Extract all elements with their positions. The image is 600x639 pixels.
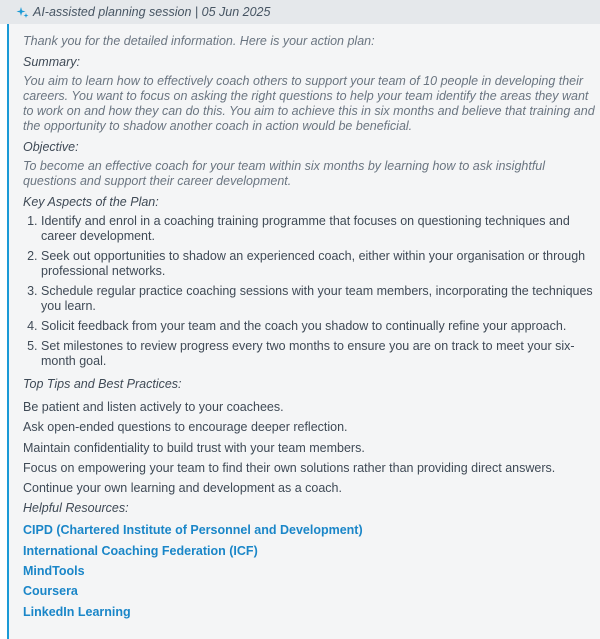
summary-text: You aim to learn how to effectively coach others to support your team of 10 people in developing their careers. You want to focus on asking the right questions to help your team identify the areas they want to work on and how they can do this. You aim to achieve this in six months and believe that training and the opportunity to shadow another coach in action would be beneficial.	[23, 74, 595, 133]
resource-link-mindtools[interactable]: MindTools	[23, 564, 85, 579]
summary-heading: Summary:	[23, 55, 80, 69]
tips-heading: Top Tips and Best Practices:	[23, 377, 182, 391]
session-header-text: AI-assisted planning session | 05 Jun 2025	[33, 5, 271, 19]
resource-link-linkedin-learning[interactable]: LinkedIn Learning	[23, 604, 131, 619]
sparkle-icon	[16, 6, 29, 19]
resource-link-icf[interactable]: International Coaching Federation (ICF)	[23, 543, 258, 558]
action-plan-panel	[7, 24, 600, 639]
plan-heading: Key Aspects of the Plan:	[23, 195, 159, 209]
plan-item: 3. Schedule regular practice coaching sessions with your team members, incorporating the techniques you learn.	[41, 284, 600, 314]
session-header	[0, 0, 600, 24]
plan-item: 1. Identify and enrol in a coaching training programme that focuses on questioning techniques and career development.	[41, 214, 600, 244]
tip-item: Ask open-ended questions to encourage deeper reflection.	[23, 420, 348, 435]
tip-item: Maintain confidentiality to build trust with your team members.	[23, 440, 365, 455]
plan-item: 2. Seek out opportunities to shadow an experienced coach, either within your organisation or through professional networks.	[41, 249, 600, 279]
intro-text: Thank you for the detailed information. Here is your action plan:	[23, 34, 375, 48]
objective-heading: Objective:	[23, 140, 79, 154]
plan-item: 5. Set milestones to review progress every two months to ensure you are on track to meet your six-month goal.	[41, 339, 600, 369]
tip-item: Continue your own learning and development as a coach.	[23, 481, 342, 496]
objective-text: To become an effective coach for your team within six months by learning how to ask insightful questions and support their career development.	[23, 159, 546, 188]
resource-link-coursera[interactable]: Coursera	[23, 584, 78, 599]
plan-list	[23, 214, 600, 369]
resource-link-cipd[interactable]: CIPD (Chartered Institute of Personnel and Development)	[23, 523, 363, 538]
resources-heading: Helpful Resources:	[23, 501, 129, 516]
plan-item: 4. Solicit feedback from your team and the coach you shadow to continually refine your approach.	[41, 319, 600, 334]
tip-item: Be patient and listen actively to your coachees.	[23, 400, 284, 414]
tip-item: Focus on empowering your team to find their own solutions rather than providing direct answers.	[23, 460, 556, 475]
